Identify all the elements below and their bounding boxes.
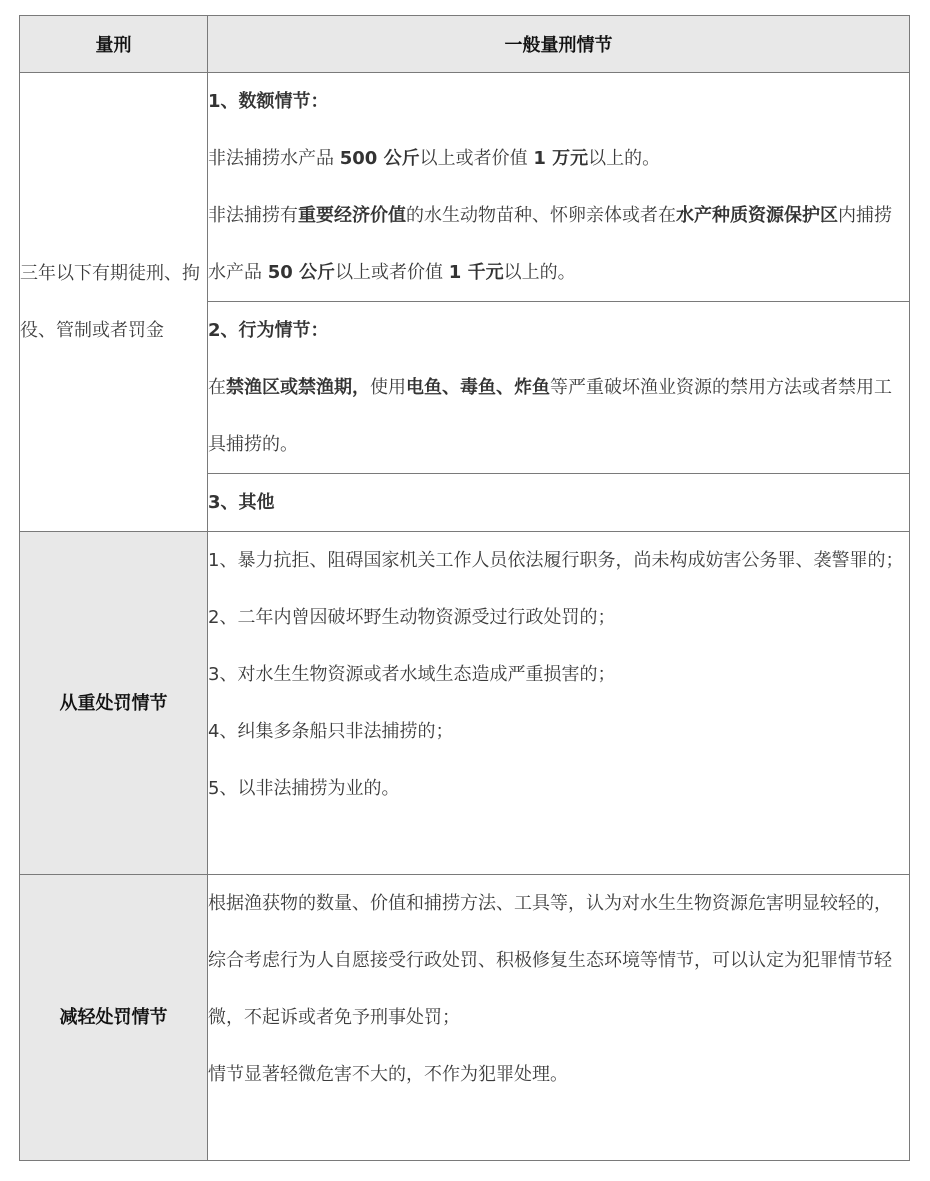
aggravating-label-cell: 从重处罚情节 <box>20 532 208 875</box>
table-row <box>20 73 910 302</box>
row1-sentence-cell: 三年以下有期徒刑、拘役、管制或者罚金 <box>20 73 208 532</box>
aggravating-items-cell <box>208 532 910 875</box>
sentencing-table <box>19 15 910 1161</box>
behavior-title: 2、行为情节： <box>208 320 329 341</box>
amount-circumstances-cell <box>208 73 910 302</box>
amount-line-2: 非法捕捞有重要经济价值的水生动物苗种、怀卵亲体或者在水产种质资源保护区内捕捞水产品 50 公斤以上或者价值 1 千元以上的。 <box>208 205 892 283</box>
list-item: 情节显著轻微危害不大的，不作为犯罪处理。 <box>208 1064 568 1085</box>
header-row <box>20 16 910 73</box>
header-general-circumstances: 一般量刑情节 <box>208 16 910 73</box>
list-item: 1、暴力抗拒、阻碍国家机关工作人员依法履行职务，尚未构成妨害公务罪、袭警罪的； <box>208 550 904 571</box>
list-item: 5、以非法捕捞为业的。 <box>208 778 400 799</box>
amount-title: 1、数额情节： <box>208 91 329 112</box>
list-item: 4、纠集多条船只非法捕捞的； <box>208 721 454 742</box>
list-item: 2、二年内曾因破坏野生动物资源受过行政处罚的； <box>208 607 616 628</box>
header-sentencing: 量刑 <box>20 16 208 73</box>
other-circumstances-cell <box>208 474 910 532</box>
table-row <box>20 875 910 1161</box>
behavior-line-1: 在禁渔区或禁渔期，使用电鱼、毒鱼、炸鱼等严重破坏渔业资源的禁用方法或者禁用工具捕捞的。 <box>208 377 892 455</box>
amount-line-1: 非法捕捞水产品 500 公斤以上或者价值 1 万元以上的。 <box>208 148 661 169</box>
mitigating-label-cell: 减轻处罚情节 <box>20 875 208 1161</box>
mitigating-items-cell <box>208 875 910 1161</box>
behavior-circumstances-cell <box>208 302 910 474</box>
list-item: 3、对水生生物资源或者水域生态造成严重损害的； <box>208 664 616 685</box>
list-item: 综合考虑行为人自愿接受行政处罚、积极修复生态环境等情节，可以认定为犯罪情节轻微，不起诉或者免予刑事处罚； <box>208 950 892 1028</box>
list-item: 根据渔获物的数量、价值和捕捞方法、工具等，认为对水生生物资源危害明显较轻的， <box>208 893 892 914</box>
other-title: 3、其他 <box>208 492 275 513</box>
table-row <box>20 532 910 875</box>
